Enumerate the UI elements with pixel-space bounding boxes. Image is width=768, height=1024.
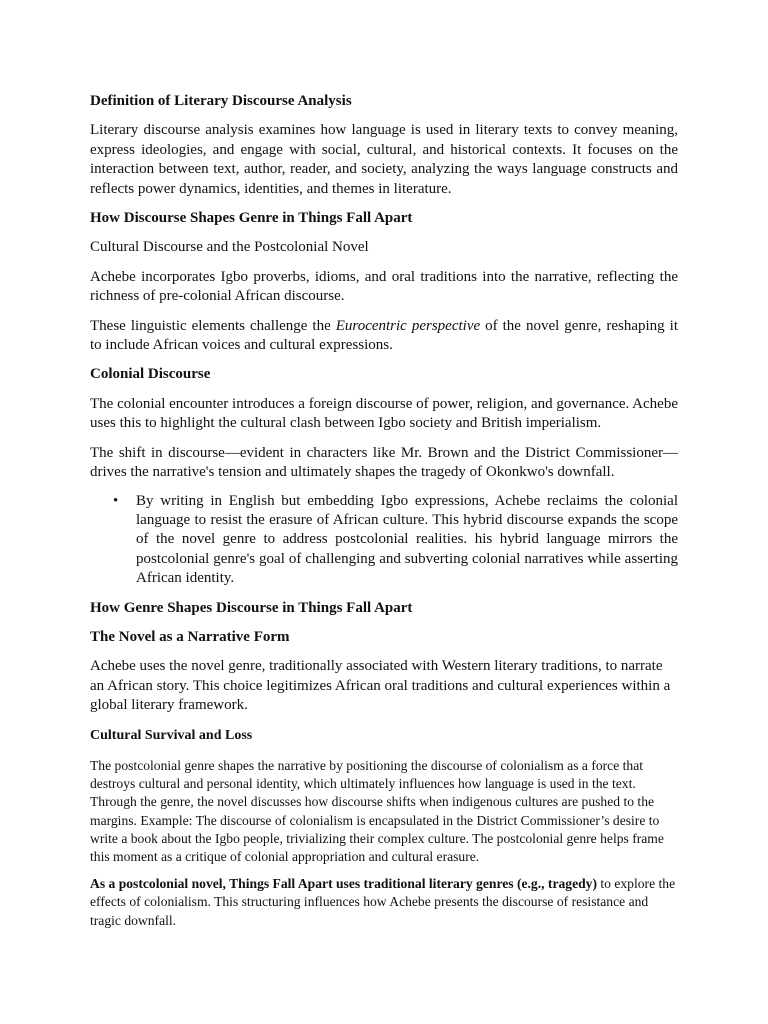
- paragraph-cultural-survival: The postcolonial genre shapes the narrative by positioning the discourse of colonialism as a force that destroys cultural and personal identity, which ultimately influences how language is used in the text. Through the genre, the novel discusses how discourse shifts when indigenous cultures are pushed to the margins. Example: The discourse of colonialism is encapsulated in the District Commissioner’s desire to write a book about the Igbo people, trivializing their complex culture. The postcolonial genre helps frame this moment as a critique of colonial appropriation and cultural erasure.: [90, 757, 664, 864]
- final-bold-text: As a postcolonial novel, Things Fall Apart uses traditional literary genres (e.g., tragedy): [90, 876, 597, 892]
- paragraph-colonial-encounter: The colonial encounter introduces a foreign discourse of power, religion, and governance. Achebe uses this to highlight the cultural clash between Igbo society and British imperialism.: [90, 395, 678, 432]
- paragraph-linguistic-elements: [90, 317, 678, 356]
- linguistic-text-before: These linguistic elements challenge the: [90, 317, 336, 334]
- paragraph-final: [90, 875, 678, 930]
- heading-definition: Definition of Literary Discourse Analysis: [90, 93, 352, 109]
- final-rest-text: to explore the effects of colonialism. This structuring influences how Achebe presents the discourse of resistance and tragic downfall.: [90, 876, 676, 928]
- bullet-marker: •: [113, 492, 119, 509]
- subheading-cultural-discourse: Cultural Discourse and the Postcolonial Novel: [90, 239, 369, 256]
- eurocentric-emphasis: Eurocentric perspective: [335, 317, 481, 334]
- paragraph-achebe-igbo: Achebe incorporates Igbo proverbs, idioms, and oral traditions into the narrative, reflecting the richness of pre-colonial African discourse.: [90, 268, 678, 305]
- heading-discourse-shapes-genre: How Discourse Shapes Genre in Things Fall Apart: [90, 210, 413, 227]
- heading-colonial-discourse: Colonial Discourse: [90, 366, 211, 383]
- paragraph-definition: Literary discourse analysis examines how language is used in literary texts to convey meaning, express ideologies, and engage with social, cultural, and historical contexts. It focuses on the interaction between text, author, reader, and society, analyzing the ways language constructs and reflects power dynamics, identities, and themes in literature.: [90, 122, 678, 197]
- bullet-text: By writing in English but embedding Igbo expressions, Achebe reclaims the colonial language to resist the erasure of African culture. This hybrid discourse expands the scope of the novel genre to address postcolonial realities. his hybrid language mirrors the postcolonial genre's goal of challenging and subverting colonial narratives while asserting African identity.: [136, 492, 678, 587]
- paragraph-shift-in-discourse: The shift in discourse—evident in characters like Mr. Brown and the District Commissioner—drives the narrative's tension and ultimately shapes the tragedy of Okonkwo's downfall.: [90, 444, 678, 481]
- heading-novel-narrative-form: The Novel as a Narrative Form: [90, 628, 290, 645]
- document-page: [90, 92, 678, 930]
- heading-cultural-survival: Cultural Survival and Loss: [90, 727, 253, 743]
- bullet-list: [90, 492, 678, 589]
- heading-genre-shapes-discourse: How Genre Shapes Discourse in Things Fall Apart: [90, 599, 413, 616]
- paragraph-novel-form: Achebe uses the novel genre, traditionally associated with Western literary traditions, to narrate an African story. This choice legitimizes African oral traditions and cultural experiences within a global literary framework.: [90, 658, 671, 714]
- linguistic-text-after: of the novel genre, reshaping it to include African voices and cultural expressions.: [90, 317, 678, 354]
- list-item: [113, 492, 678, 589]
